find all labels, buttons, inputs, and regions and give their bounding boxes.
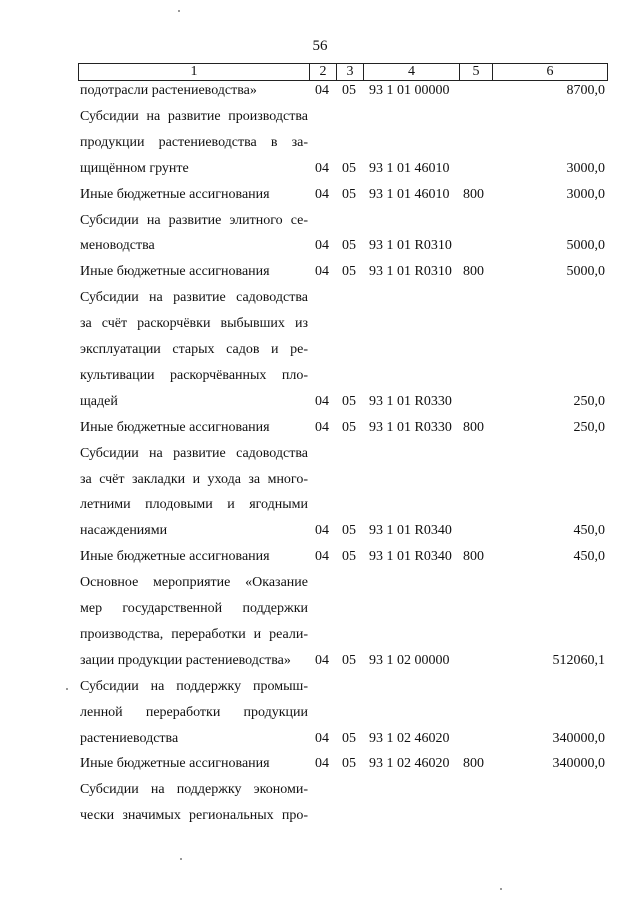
row-description: за счёт закладки и ухода за много- bbox=[80, 471, 308, 487]
row-col-4: 93 1 01 R0330 bbox=[369, 393, 452, 409]
row-col-3: 05 bbox=[342, 160, 356, 176]
header-col-4: 4 bbox=[364, 64, 460, 80]
row-col-3: 05 bbox=[342, 419, 356, 435]
row-col-4: 93 1 01 00000 bbox=[369, 83, 450, 98]
row-col-4: 93 1 01 R0330 bbox=[369, 419, 452, 435]
row-col-3: 05 bbox=[342, 83, 356, 98]
row-description: Субсидии на поддержку экономи- bbox=[80, 782, 308, 798]
scan-speck bbox=[180, 858, 182, 860]
row-col-4: 93 1 01 46010 bbox=[369, 186, 450, 202]
row-description: Иные бюджетные ассигнования bbox=[80, 756, 270, 772]
table-row bbox=[0, 211, 640, 231]
row-description: щадей bbox=[80, 393, 118, 409]
table-row bbox=[0, 236, 640, 256]
row-description: щищённом грунте bbox=[80, 160, 189, 176]
row-description: Иные бюджетные ассигнования bbox=[80, 549, 270, 565]
row-amount: 8700,0 bbox=[566, 83, 605, 98]
row-amount: 340000,0 bbox=[552, 756, 605, 772]
table-row bbox=[0, 703, 640, 723]
row-col-5: 800 bbox=[463, 264, 484, 280]
table-row bbox=[0, 573, 640, 593]
row-description: ленной переработки продукции bbox=[80, 704, 308, 720]
row-description: производства, переработки и реали- bbox=[80, 626, 308, 642]
row-col-2: 04 bbox=[315, 549, 329, 565]
row-col-4: 93 1 02 00000 bbox=[369, 652, 450, 668]
row-description: эксплуатации старых садов и ре- bbox=[80, 342, 308, 357]
row-amount: 450,0 bbox=[573, 523, 605, 539]
row-col-3: 05 bbox=[342, 238, 356, 254]
row-description: насаждениями bbox=[80, 523, 168, 539]
table-row bbox=[0, 806, 640, 826]
row-col-3: 05 bbox=[342, 523, 356, 539]
row-col-2: 04 bbox=[315, 756, 329, 772]
table-row bbox=[0, 599, 640, 619]
row-col-5: 800 bbox=[463, 756, 484, 772]
table-row bbox=[0, 340, 640, 360]
row-amount: 5000,0 bbox=[566, 238, 605, 254]
row-description: Субсидии на развитие садоводства bbox=[80, 445, 308, 461]
row-col-2: 04 bbox=[315, 523, 329, 539]
header-col-2: 2 bbox=[310, 64, 337, 80]
table-row bbox=[0, 314, 640, 334]
row-col-2: 04 bbox=[315, 160, 329, 176]
row-description: чески значимых региональных про- bbox=[80, 808, 308, 824]
scan-speck bbox=[66, 688, 68, 690]
row-amount: 512060,1 bbox=[552, 652, 605, 668]
row-amount: 250,0 bbox=[573, 393, 605, 409]
row-description: зации продукции растениеводства» bbox=[80, 652, 291, 668]
header-col-1: 1 bbox=[79, 64, 310, 80]
scan-speck bbox=[500, 888, 502, 890]
row-col-2: 04 bbox=[315, 419, 329, 435]
row-col-3: 05 bbox=[342, 730, 356, 746]
row-amount: 340000,0 bbox=[552, 730, 605, 746]
row-description: Субсидии на развитие производства bbox=[80, 108, 308, 124]
table-row bbox=[0, 133, 640, 153]
row-amount: 450,0 bbox=[573, 549, 605, 565]
row-col-4: 93 1 01 R0310 bbox=[369, 264, 452, 280]
table-row bbox=[0, 185, 640, 205]
table-row bbox=[0, 495, 640, 515]
row-col-4: 93 1 01 R0340 bbox=[369, 549, 452, 565]
row-description: подотрасли растениеводства» bbox=[80, 83, 257, 98]
table-row bbox=[0, 547, 640, 567]
row-description: летними плодовыми и ягодными bbox=[80, 497, 308, 513]
row-description: Иные бюджетные ассигнования bbox=[80, 264, 270, 280]
row-col-2: 04 bbox=[315, 238, 329, 254]
row-amount: 3000,0 bbox=[566, 186, 605, 202]
row-col-3: 05 bbox=[342, 264, 356, 280]
row-description: продукции растениеводства в за- bbox=[80, 134, 308, 150]
scan-speck bbox=[178, 10, 180, 12]
table-row bbox=[0, 651, 640, 671]
table-row bbox=[0, 521, 640, 541]
table-row bbox=[0, 729, 640, 749]
row-col-4: 93 1 01 46010 bbox=[369, 160, 450, 176]
table-row bbox=[0, 780, 640, 800]
row-description: культивации раскорчёванных пло- bbox=[80, 367, 308, 383]
row-description: Субсидии на развитие садоводства bbox=[80, 290, 308, 306]
row-description: растениеводства bbox=[80, 730, 179, 746]
table-row bbox=[0, 159, 640, 179]
row-description: за счёт раскорчёвки выбывших из bbox=[80, 316, 308, 332]
table-row bbox=[0, 418, 640, 438]
row-col-5: 800 bbox=[463, 549, 484, 565]
row-col-4: 93 1 02 46020 bbox=[369, 730, 450, 746]
row-description: Субсидии на поддержку промыш- bbox=[80, 678, 308, 694]
row-col-2: 04 bbox=[315, 730, 329, 746]
header-col-3: 3 bbox=[337, 64, 364, 80]
header-col-6: 6 bbox=[546, 64, 554, 79]
table-header bbox=[78, 63, 608, 81]
row-col-2: 04 bbox=[315, 83, 329, 98]
table-row bbox=[0, 677, 640, 697]
row-col-2: 04 bbox=[315, 186, 329, 202]
table-row bbox=[0, 625, 640, 645]
row-col-2: 04 bbox=[315, 264, 329, 280]
table-row bbox=[0, 754, 640, 774]
row-amount: 3000,0 bbox=[566, 160, 605, 176]
header-col-5: 5 bbox=[460, 64, 493, 80]
row-col-3: 05 bbox=[342, 186, 356, 202]
row-col-4: 93 1 02 46020 bbox=[369, 756, 450, 772]
row-description: Иные бюджетные ассигнования bbox=[80, 419, 270, 435]
row-description: мер государственной поддержки bbox=[80, 601, 308, 616]
row-col-5: 800 bbox=[463, 186, 484, 202]
row-col-3: 05 bbox=[342, 393, 356, 409]
table-row bbox=[0, 366, 640, 386]
table-row bbox=[0, 444, 640, 464]
row-description: меноводства bbox=[80, 238, 155, 254]
row-amount: 250,0 bbox=[573, 419, 605, 435]
row-col-4: 93 1 01 R0340 bbox=[369, 523, 452, 539]
row-col-4: 93 1 01 R0310 bbox=[369, 238, 452, 254]
table-row bbox=[0, 262, 640, 282]
table-row bbox=[0, 288, 640, 308]
table-row bbox=[0, 470, 640, 490]
row-col-5: 800 bbox=[463, 419, 484, 435]
row-col-2: 04 bbox=[315, 652, 329, 668]
row-description: Основное мероприятие «Оказание bbox=[80, 575, 308, 591]
row-col-3: 05 bbox=[342, 549, 356, 565]
row-description: Иные бюджетные ассигнования bbox=[80, 186, 270, 202]
table-row bbox=[0, 392, 640, 412]
row-description: Субсидии на развитие элитного се- bbox=[80, 212, 308, 228]
row-col-3: 05 bbox=[342, 652, 356, 668]
page-number: 56 bbox=[312, 38, 328, 54]
row-col-3: 05 bbox=[342, 756, 356, 772]
table-row bbox=[0, 107, 640, 127]
row-amount: 5000,0 bbox=[566, 264, 605, 280]
table-row bbox=[0, 81, 640, 101]
row-col-2: 04 bbox=[315, 393, 329, 409]
